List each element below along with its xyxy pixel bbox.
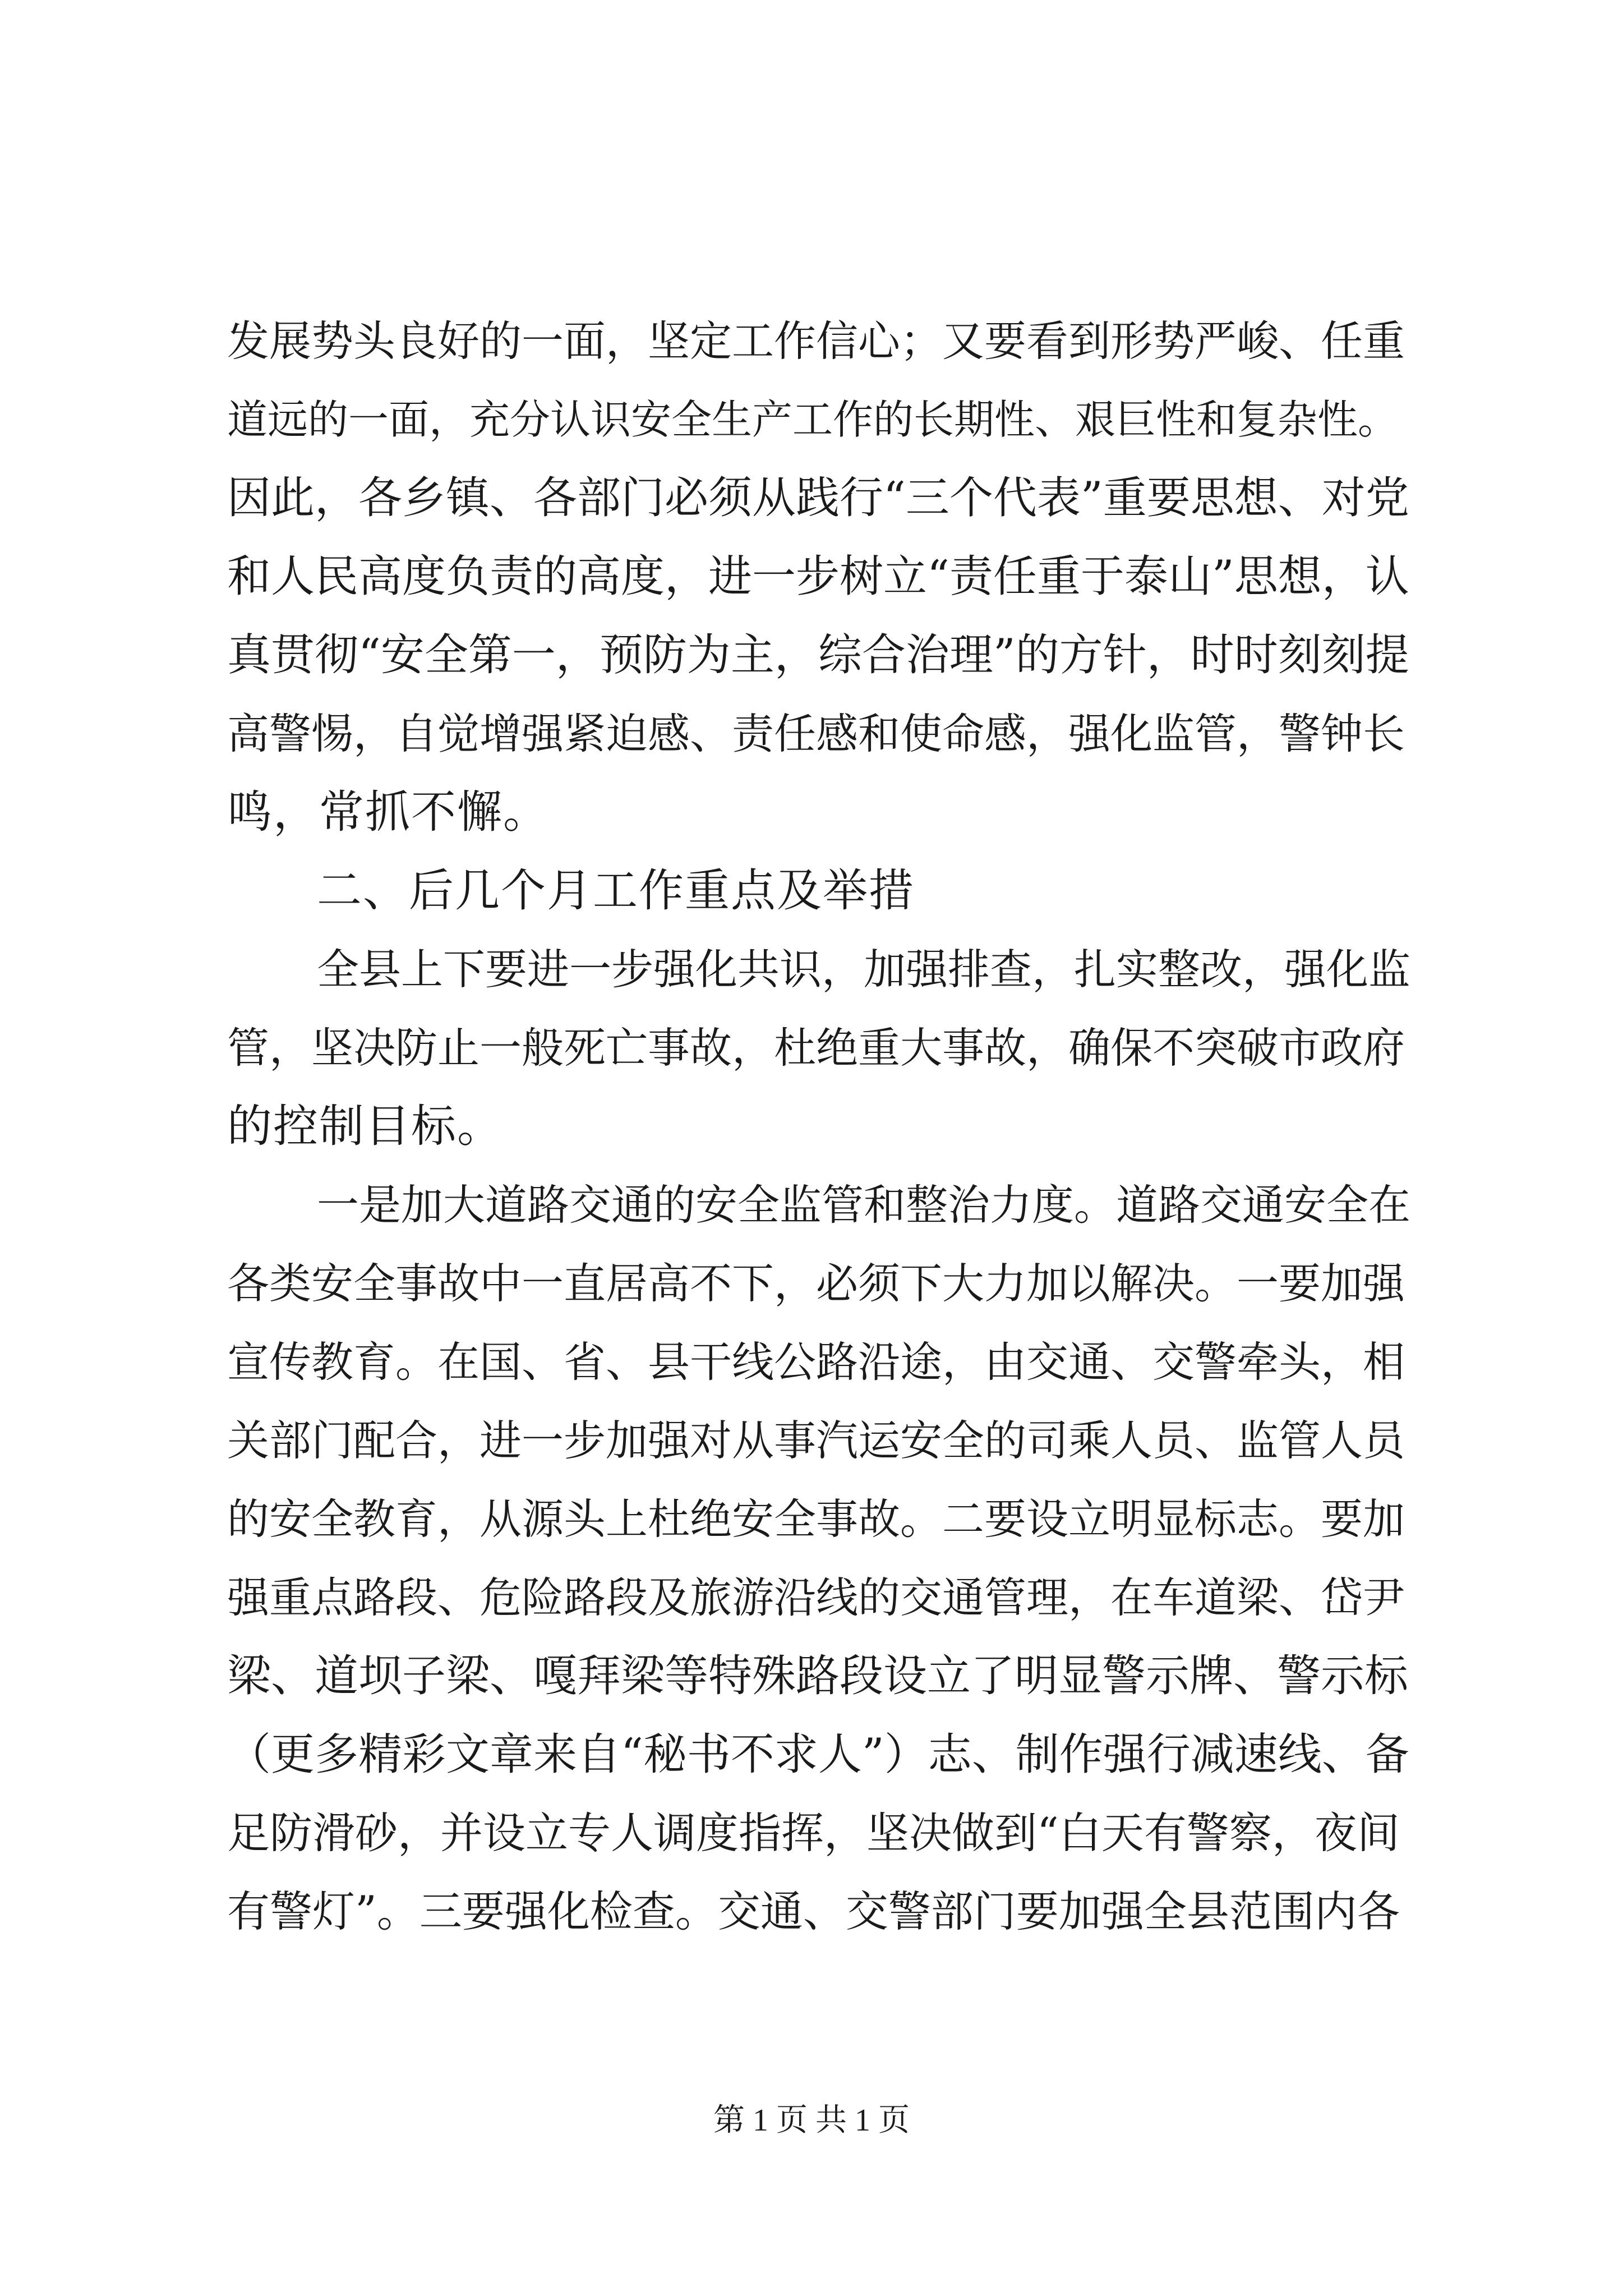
text-line: 和人民高度负责的高度，进一步树立“责任重于泰山”思想，认 xyxy=(227,551,1409,602)
text-line: 因此，各乡镇、各部门必须从践行“三个代表”重要思想、对党 xyxy=(227,473,1409,523)
page-number-label: 第 1 页 共 1 页 xyxy=(713,2103,910,2138)
text-line: 全县上下要进一步强化共识，加强排查，扎实整改，强化监 xyxy=(317,945,1411,994)
text-line: 各类安全事故中一直居高不下，必须下大力加以解决。一要加强 xyxy=(227,1259,1405,1308)
text-line: 有警灯”。三要强化检查。交通、交警部门要加强全县范围内各 xyxy=(227,1887,1400,1936)
text-line: 道远的一面，充分认识安全生产工作的长期性、艰巨性和复杂性。 xyxy=(227,396,1399,443)
text-line: 的安全教育，从源头上杜绝安全事故。二要设立明显标志。要加 xyxy=(227,1494,1405,1544)
text-line: 关部门配合，进一步加强对从事汽运安全的司乘人员、监管人员 xyxy=(227,1416,1405,1465)
text-line: 鸣，常抓不懈。 xyxy=(227,786,549,838)
section-heading: 二、后几个月工作重点及举措 xyxy=(317,864,915,917)
text-line: 发展势头良好的一面，坚定工作信心；又要看到形势严峻、任重 xyxy=(227,316,1405,366)
text-line: 一是加大道路交通的安全监管和整治力度。道路交通安全在 xyxy=(317,1180,1411,1230)
text-line: 高警惕，自觉增强紧迫感、责任感和使命感，强化监管，警钟长 xyxy=(227,709,1405,758)
text-line: 梁、道坝子梁、嘎拜梁等特殊路段设立了明显警示牌、警示标 xyxy=(227,1651,1409,1701)
text-line: 管，坚决防止一般死亡事故，杜绝重大事故，确保不突破市政府 xyxy=(227,1023,1405,1073)
text-line: 强重点路段、危险路段及旅游沿线的交通管理，在车道梁、岱尹 xyxy=(227,1573,1405,1622)
page-footer xyxy=(0,2101,1623,2140)
text-line: 宣传教育。在国、省、县干线公路沿途，由交通、交警牵头，相 xyxy=(227,1337,1405,1387)
text-line: 足防滑砂，并设立专人调度指挥，坚决做到“白天有警察，夜间 xyxy=(227,1808,1400,1858)
text-line: 的控制目标。 xyxy=(227,1100,503,1152)
document-body xyxy=(227,302,1410,1951)
text-line: 真贯彻“安全第一，预防为主，综合治理”的方针，时时刻刻提 xyxy=(227,630,1409,680)
text-line: （更多精彩文章来自“秘书不求人”）志、制作强行减速线、备 xyxy=(227,1729,1409,1780)
